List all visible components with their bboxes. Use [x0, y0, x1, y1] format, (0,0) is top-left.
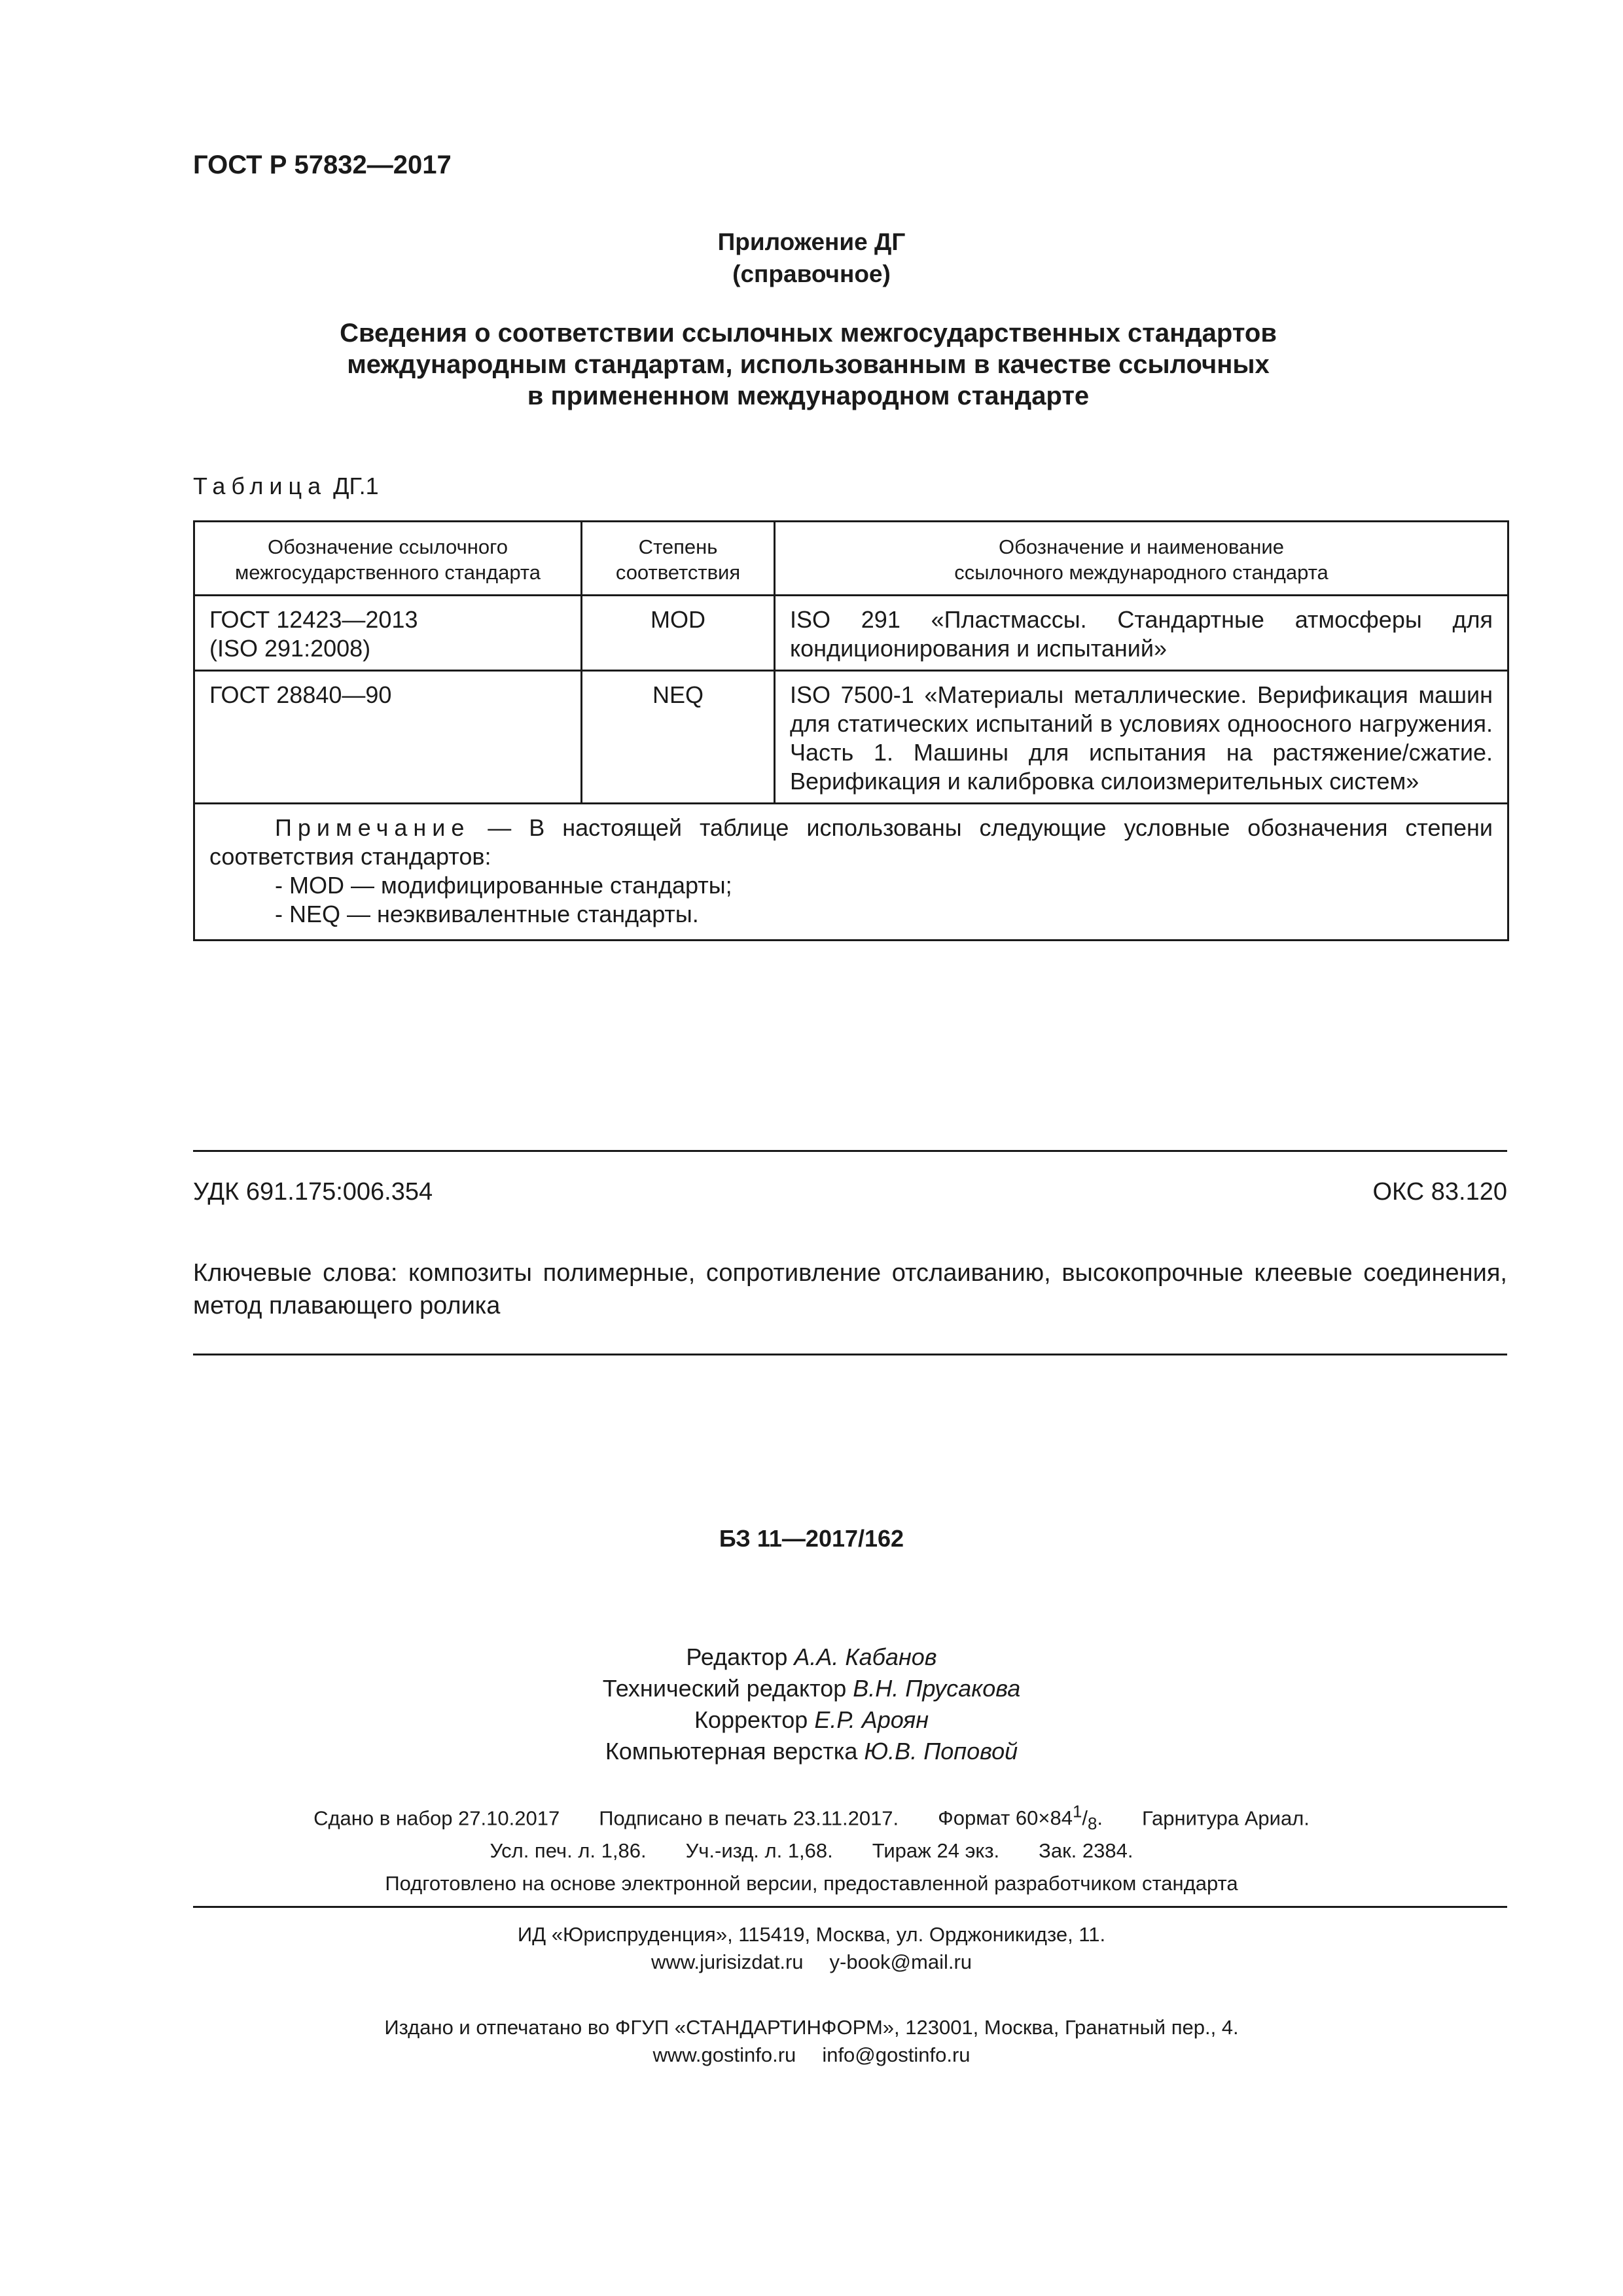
note-item-mod: - MOD — модифицированные стандарты;	[275, 872, 732, 899]
print-info-line-1: Сдано в набор 27.10.2017 Подписано в печать 23.11.2017. Формат $60\times 84^1/_8$. Гарнитура Ариал.	[313, 1803, 1310, 1834]
table-row	[194, 671, 1508, 804]
print-info-prepared: Подготовлено на основе электронной версии, предоставленной разработчиком стандарта	[385, 1871, 1238, 1895]
cell-degree: MOD	[582, 596, 775, 671]
credit-line: Корректор Е.Р. Ароян	[694, 1706, 929, 1733]
table-header-row	[194, 522, 1508, 596]
table-caption	[193, 473, 379, 500]
appendix-heading	[0, 226, 1623, 290]
keywords: Ключевые слова: композиты полимерные, сопротивление отслаиванию, высокопрочные клеевые соединения, метод плавающего ролика	[193, 1259, 1507, 1319]
udk-code: УДК 691.175:006.354	[193, 1178, 433, 1206]
cell-interstate-standard: ГОСТ 12423—2013 (ISO 291:2008)	[194, 596, 582, 671]
printer-email: info@gostinfo.ru	[822, 2043, 971, 2066]
note-label: Примечание	[275, 814, 471, 841]
cell-degree: NEQ	[582, 671, 775, 804]
printer-website: www.gostinfo.ru	[652, 2043, 796, 2066]
title-line-1: Сведения о соответствии ссылочных межгосударственных стандартов	[340, 319, 1277, 348]
publisher-website: www.jurisizdat.ru	[651, 1950, 804, 1973]
printer-address: Издано и отпечатано во ФГУП «СТАНДАРТИНФОРМ», 123001, Москва, Гранатный пер., 4.	[384, 2016, 1239, 2039]
publisher-info	[0, 1921, 1623, 1976]
credit-line: Редактор А.А. Кабанов	[686, 1643, 937, 1670]
reference-standards-table	[193, 520, 1509, 941]
divider	[193, 1906, 1507, 1908]
editorial-credits	[0, 1641, 1623, 1767]
cell-international-standard: ISO 7500-1 «Материалы металлические. Верификация машин для статических испытаний в условиях одноосного нагружения. Часть 1. Машины для испытания на растяжение/сжатие. Верификация и калибровка силоизмерительных систем»	[775, 671, 1508, 804]
table-caption-label: Таблица	[193, 473, 327, 499]
document-code: ГОСТ Р 57832—2017	[193, 151, 452, 179]
table-note-row	[194, 804, 1508, 941]
appendix-title: Приложение ДГ	[717, 228, 906, 255]
header-international-standard: Обозначение и наименование ссылочного международного стандарта	[775, 522, 1508, 596]
divider	[193, 1150, 1507, 1152]
note-text: — В настоящей таблице использованы следующие условные обозначения степени соответствия стандартов:	[209, 814, 1493, 870]
appendix-main-title	[196, 317, 1420, 412]
header-degree-of-correspondence: Степень соответствия	[582, 522, 775, 596]
credit-line: Компьютерная верстка Ю.В. Поповой	[605, 1738, 1018, 1765]
cell-interstate-standard: ГОСТ 28840—90	[194, 671, 582, 804]
cell-international-standard: ISO 291 «Пластмассы. Стандартные атмосферы для кондиционирования и испытаний»	[775, 596, 1508, 671]
divider	[193, 1354, 1507, 1355]
publisher-email: y-book@mail.ru	[829, 1950, 972, 1973]
title-line-2: международным стандартам, использованным в качестве ссылочных	[347, 350, 1270, 379]
oks-code: ОКС 83.120	[1372, 1178, 1507, 1206]
note-item-neq: - NEQ — неэквивалентные стандарты.	[275, 901, 699, 927]
printer-info	[0, 2014, 1623, 2069]
publisher-address: ИД «Юриспруденция», 115419, Москва, ул. Орджоникидзе, 11.	[517, 1923, 1106, 1946]
paper-format: Формат $60\times 84^1/_8$.	[938, 1803, 1103, 1834]
title-line-3: в примененном международном стандарте	[527, 382, 1090, 410]
appendix-subtitle: (справочное)	[732, 260, 891, 287]
credit-line: Технический редактор В.Н. Прусакова	[602, 1675, 1021, 1702]
table-row	[194, 596, 1508, 671]
print-info-line-2: Усл. печ. л. 1,86. Уч.-изд. л. 1,68. Тираж 24 экз. Зак. 2384.	[490, 1839, 1133, 1862]
table-caption-number: ДГ.1	[333, 473, 379, 499]
table-note	[194, 804, 1508, 941]
bz-number: БЗ 11—2017/162	[719, 1525, 904, 1552]
print-information	[0, 1797, 1623, 1899]
header-interstate-standard: Обозначение ссылочного межгосударственного стандарта	[194, 522, 582, 596]
